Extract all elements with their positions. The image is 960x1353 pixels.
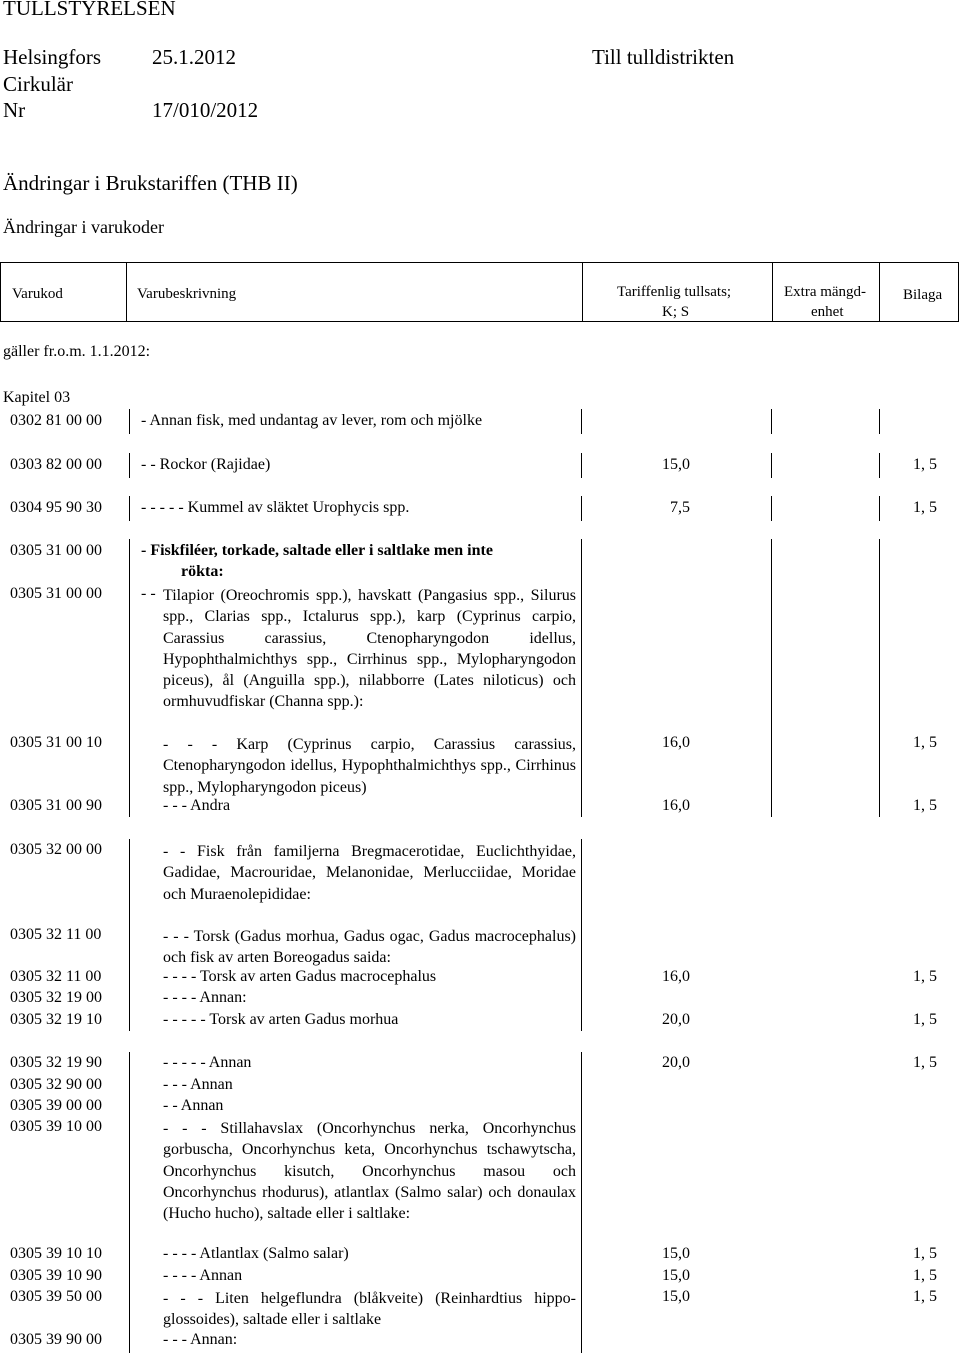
row-rate: 15,0 (662, 1288, 690, 1305)
row-rate: 16,0 (662, 734, 690, 751)
row-description-text: - - - Liten helgeflundra (blåkveite) (Reinhardtius hippo-glossoides), saltade eller i saltlake (163, 1290, 576, 1329)
header-rate-line2: K; S (662, 304, 690, 320)
row-annex: 1, 5 (913, 1054, 937, 1071)
row-code: 0305 32 00 00 (10, 841, 102, 858)
number-label: Nr (3, 98, 26, 122)
row-code: 0305 31 00 10 (10, 734, 102, 751)
row-description (163, 585, 576, 713)
circular-label: Cirkulär (3, 72, 73, 96)
row-description: - Fiskfiléer, torkade, saltade eller i saltlake men inte (141, 542, 493, 559)
row-annex: 1, 5 (913, 1288, 937, 1305)
row-description: - - - Andra (163, 797, 231, 814)
row-code: 0302 81 00 00 (10, 412, 102, 429)
row-annex: 1, 5 (913, 456, 937, 473)
row-annex: 1, 5 (913, 968, 937, 985)
row-annex: 1, 5 (913, 734, 937, 751)
header-description: Varubeskrivning (137, 286, 237, 302)
row-description: - - - - - Annan (163, 1054, 252, 1071)
row-code: 0305 31 00 90 (10, 797, 102, 814)
row-code: 0305 32 11 00 (10, 968, 102, 985)
row-description: - - Rockor (Rajidae) (141, 456, 271, 473)
city: Helsingfors (3, 45, 101, 69)
page-title: Ändringar i Brukstariffen (THB II) (3, 171, 298, 195)
row-description: - Annan fisk, med undantag av lever, rom och mjölke (141, 412, 483, 429)
row-prefix: - - (141, 585, 156, 602)
header-rate-line1: Tariffenlig tullsats; (617, 284, 732, 300)
row-rate: 16,0 (662, 968, 690, 985)
row-description: - - - Annan: (163, 1331, 238, 1348)
header-code: Varukod (12, 286, 63, 302)
row-annex: 1, 5 (913, 797, 937, 814)
row-annex: 1, 5 (913, 499, 937, 516)
row-code: 0305 39 90 00 (10, 1331, 102, 1348)
number-value: 17/010/2012 (152, 98, 259, 122)
row-annex: 1, 5 (913, 1245, 937, 1262)
row-rate: 20,0 (662, 1054, 690, 1071)
row-description: - - Annan (163, 1097, 224, 1114)
row-rate: 16,0 (662, 797, 690, 814)
row-description-text: - - - Torsk (Gadus morhua, Gadus ogac, Gadus macrocephalus) och fisk av arten Boreogadus saida: (163, 928, 576, 967)
chapter-heading: Kapitel 03 (3, 389, 71, 406)
row-description: - - - - - Torsk av arten Gadus morhua (163, 1011, 399, 1028)
row-code: 0305 39 10 10 (10, 1245, 102, 1262)
row-code: 0305 32 11 00 (10, 926, 102, 943)
row-rate: 20,0 (662, 1011, 690, 1028)
row-code: 0305 39 50 00 (10, 1288, 102, 1305)
table-header (0, 262, 959, 322)
organization-name: TULLSTYRELSEN (3, 0, 176, 20)
row-annex: 1, 5 (913, 1011, 937, 1028)
row-description: - - - Annan (163, 1076, 233, 1093)
row-description-text: - - Fisk från familjerna Bregmacerotidae, Euclichthyidae, Gadidae, Macrouridae, Melanonidae, Merlucciidae, Moridae och Muraenolepididae: (163, 843, 576, 903)
row-code: 0303 82 00 00 (10, 456, 102, 473)
row-rate: 15,0 (662, 1267, 690, 1284)
row-description: - - - - Atlantlax (Salmo salar) (163, 1245, 349, 1262)
header-annex: Bilaga (903, 287, 943, 303)
row-description-cont: rökta: (181, 563, 224, 580)
row-description (163, 1118, 576, 1224)
valid-from: gäller fr.o.m. 1.1.2012: (3, 343, 151, 360)
page-subtitle: Ändringar i varukoder (3, 217, 164, 237)
row-annex: 1, 5 (913, 1267, 937, 1284)
row-code: 0305 39 00 00 (10, 1097, 102, 1114)
row-description (163, 734, 576, 798)
row-code: 0305 31 00 00 (10, 585, 102, 602)
row-description-text: - - - Stillahavslax (Oncorhynchus nerka, Oncorhynchus gorbuscha, Oncorhynchus keta, Oncorhynchus tschawytscha, Oncorhynchus kisutch, Oncorhynchus masou och Oncorhynchus rhodurus), atlantlax (Salmo salar) och donaulax (Hucho hucho), saltade eller i saltlake: (163, 1120, 576, 1223)
row4-text: Tilapior (Oreochromis spp.), havskatt (Pangasius spp., Silurus spp., Clarias spp., Ictalurus spp.), karp (Cyprinus carpio, Carassius carassius, Ctenopharyngodon idellus, Hypophthalmichthys spp., Cirrhinus spp., Mylopharyngodon piceus), ål (Anguilla spp.), nilabborre (Lates niloticus) och ormhuvudfiskar (Channa spp.): (163, 587, 576, 711)
row-rate: 15,0 (662, 456, 690, 473)
document-date: 25.1.2012 (152, 45, 236, 69)
row-description: - - - - - Kummel av släktet Urophycis spp. (141, 499, 410, 516)
row-code: 0305 31 00 00 (10, 542, 102, 559)
row-description-text: - - - Karp (Cyprinus carpio, Carassius carassius, Ctenopharyngodon idellus, Hypophthalmichthys spp., Cirrhinus spp., Mylopharyngodon piceus) (163, 736, 576, 796)
row-code: 0305 32 19 90 (10, 1054, 102, 1071)
row-rate: 15,0 (662, 1245, 690, 1262)
row-code: 0305 32 90 00 (10, 1076, 102, 1093)
row-code: 0305 32 19 10 (10, 1011, 102, 1028)
row-description: - - - - Annan (163, 1267, 243, 1284)
header-unit-line2: enhet (811, 304, 844, 320)
row-code: 0305 39 10 90 (10, 1267, 102, 1284)
recipient: Till tulldistrikten (592, 45, 735, 69)
row-description (163, 841, 576, 905)
row-rate: 7,5 (670, 499, 690, 516)
row-description: - - - - Annan: (163, 989, 247, 1006)
row-description (163, 1288, 576, 1331)
row-code: 0305 32 19 00 (10, 989, 102, 1006)
row-description: - - - - Torsk av arten Gadus macrocephalus (163, 968, 437, 985)
row-code: 0304 95 90 30 (10, 499, 102, 516)
row-description (163, 926, 576, 969)
header-unit-line1: Extra mängd- (784, 284, 867, 300)
row-code: 0305 39 10 00 (10, 1118, 102, 1135)
